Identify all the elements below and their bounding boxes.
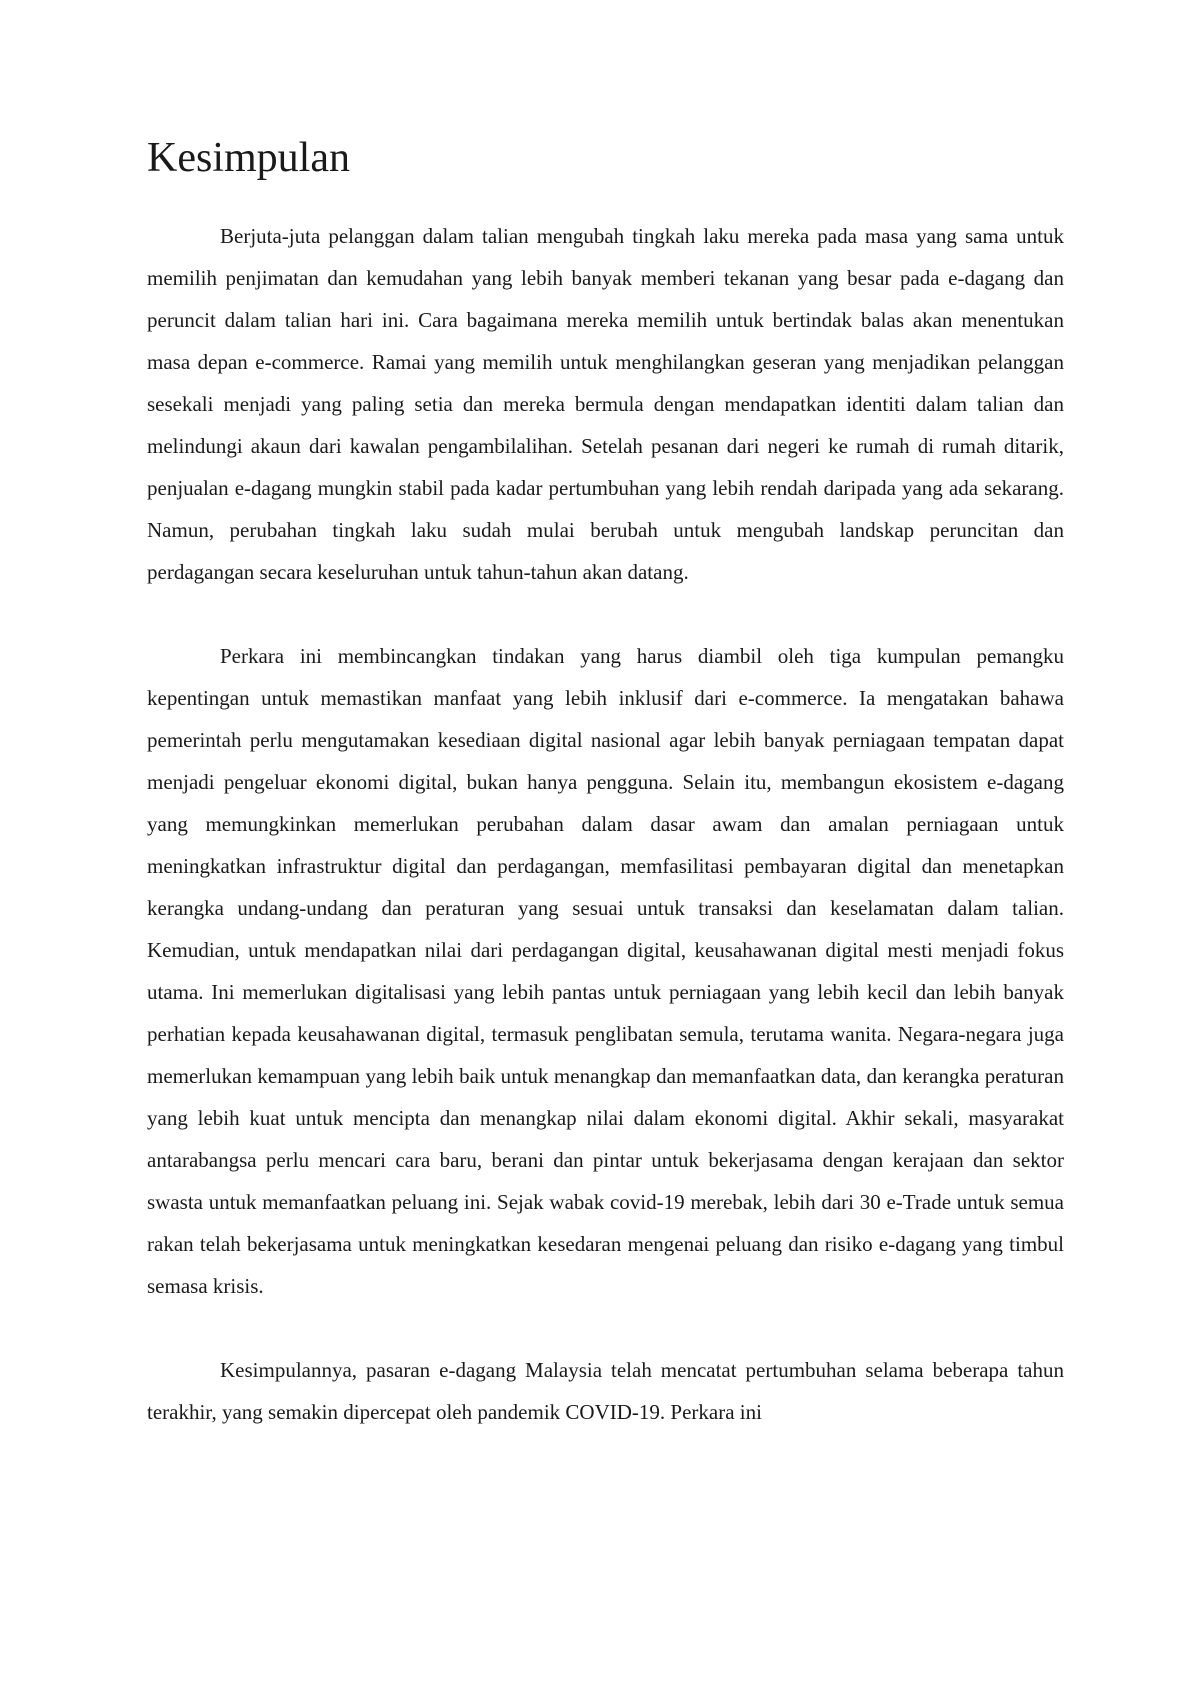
paragraph-2: Perkara ini membincangkan tindakan yang harus diambil oleh tiga kumpulan pemangku kepentingan untuk memastikan manfaat yang lebih inklusif dari e-commerce. Ia mengatakan bahawa pemerintah perlu mengutamakan kesediaan digital nasional agar lebih banyak perniagaan tempatan dapat menjadi pengeluar ekonomi digital, bukan hanya pengguna. Selain itu, membangun ekosistem e-dagang yang memungkinkan memerlukan perubahan dalam dasar awam dan amalan perniagaan untuk meningkatkan infrastruktur digital dan perdagangan, memfasilitasi pembayaran digital dan menetapkan kerangka undang-undang dan peraturan yang sesuai untuk transaksi dan keselamatan dalam talian. Kemudian, untuk mendapatkan nilai dari perdagangan digital, keusahawanan digital mesti menjadi fokus utama. Ini memerlukan digitalisasi yang lebih pantas untuk perniagaan yang lebih kecil dan lebih banyak perhatian kepada keusahawanan digital, termasuk penglibatan semula, terutama wanita. Negara-negara juga memerlukan kemampuan yang lebih baik untuk menangkap dan memanfaatkan data, dan kerangka peraturan yang lebih kuat untuk mencipta dan menangkap nilai dalam ekonomi digital. Akhir sekali, masyarakat antarabangsa perlu mencari cara baru, berani dan pintar untuk bekerjasama dengan kerajaan dan sektor swasta untuk memanfaatkan peluang ini. Sejak wabak covid-19 merebak, lebih dari 30 e-Trade untuk semua rakan telah bekerjasama untuk meningkatkan kesedaran mengenai peluang dan risiko e-dagang yang timbul semasa krisis.: [147, 644, 1064, 1298]
section-heading: Kesimpulan: [147, 135, 350, 181]
paragraph-3: Kesimpulannya, pasaran e-dagang Malaysia telah mencatat pertumbuhan selama beberapa tahun terakhir, yang semakin dipercepat oleh pandemik COVID-19. Perkara ini: [147, 1358, 1064, 1424]
document-body: [147, 135, 1064, 1433]
paragraph-1: Berjuta-juta pelanggan dalam talian mengubah tingkah laku mereka pada masa yang sama untuk memilih penjimatan dan kemudahan yang lebih banyak memberi tekanan yang besar pada e-dagang dan peruncit dalam talian hari ini. Cara bagaimana mereka memilih untuk bertindak balas akan menentukan masa depan e-commerce. Ramai yang memilih untuk menghilangkan geseran yang menjadikan pelanggan sesekali menjadi yang paling setia dan mereka bermula dengan mendapatkan identiti dalam talian dan melindungi akaun dari kawalan pengambilalihan. Setelah pesanan dari negeri ke rumah di rumah ditarik, penjualan e-dagang mungkin stabil pada kadar pertumbuhan yang lebih rendah daripada yang ada sekarang. Namun, perubahan tingkah laku sudah mulai berubah untuk mengubah landskap peruncitan dan perdagangan secara keseluruhan untuk tahun-tahun akan datang.: [147, 224, 1064, 584]
